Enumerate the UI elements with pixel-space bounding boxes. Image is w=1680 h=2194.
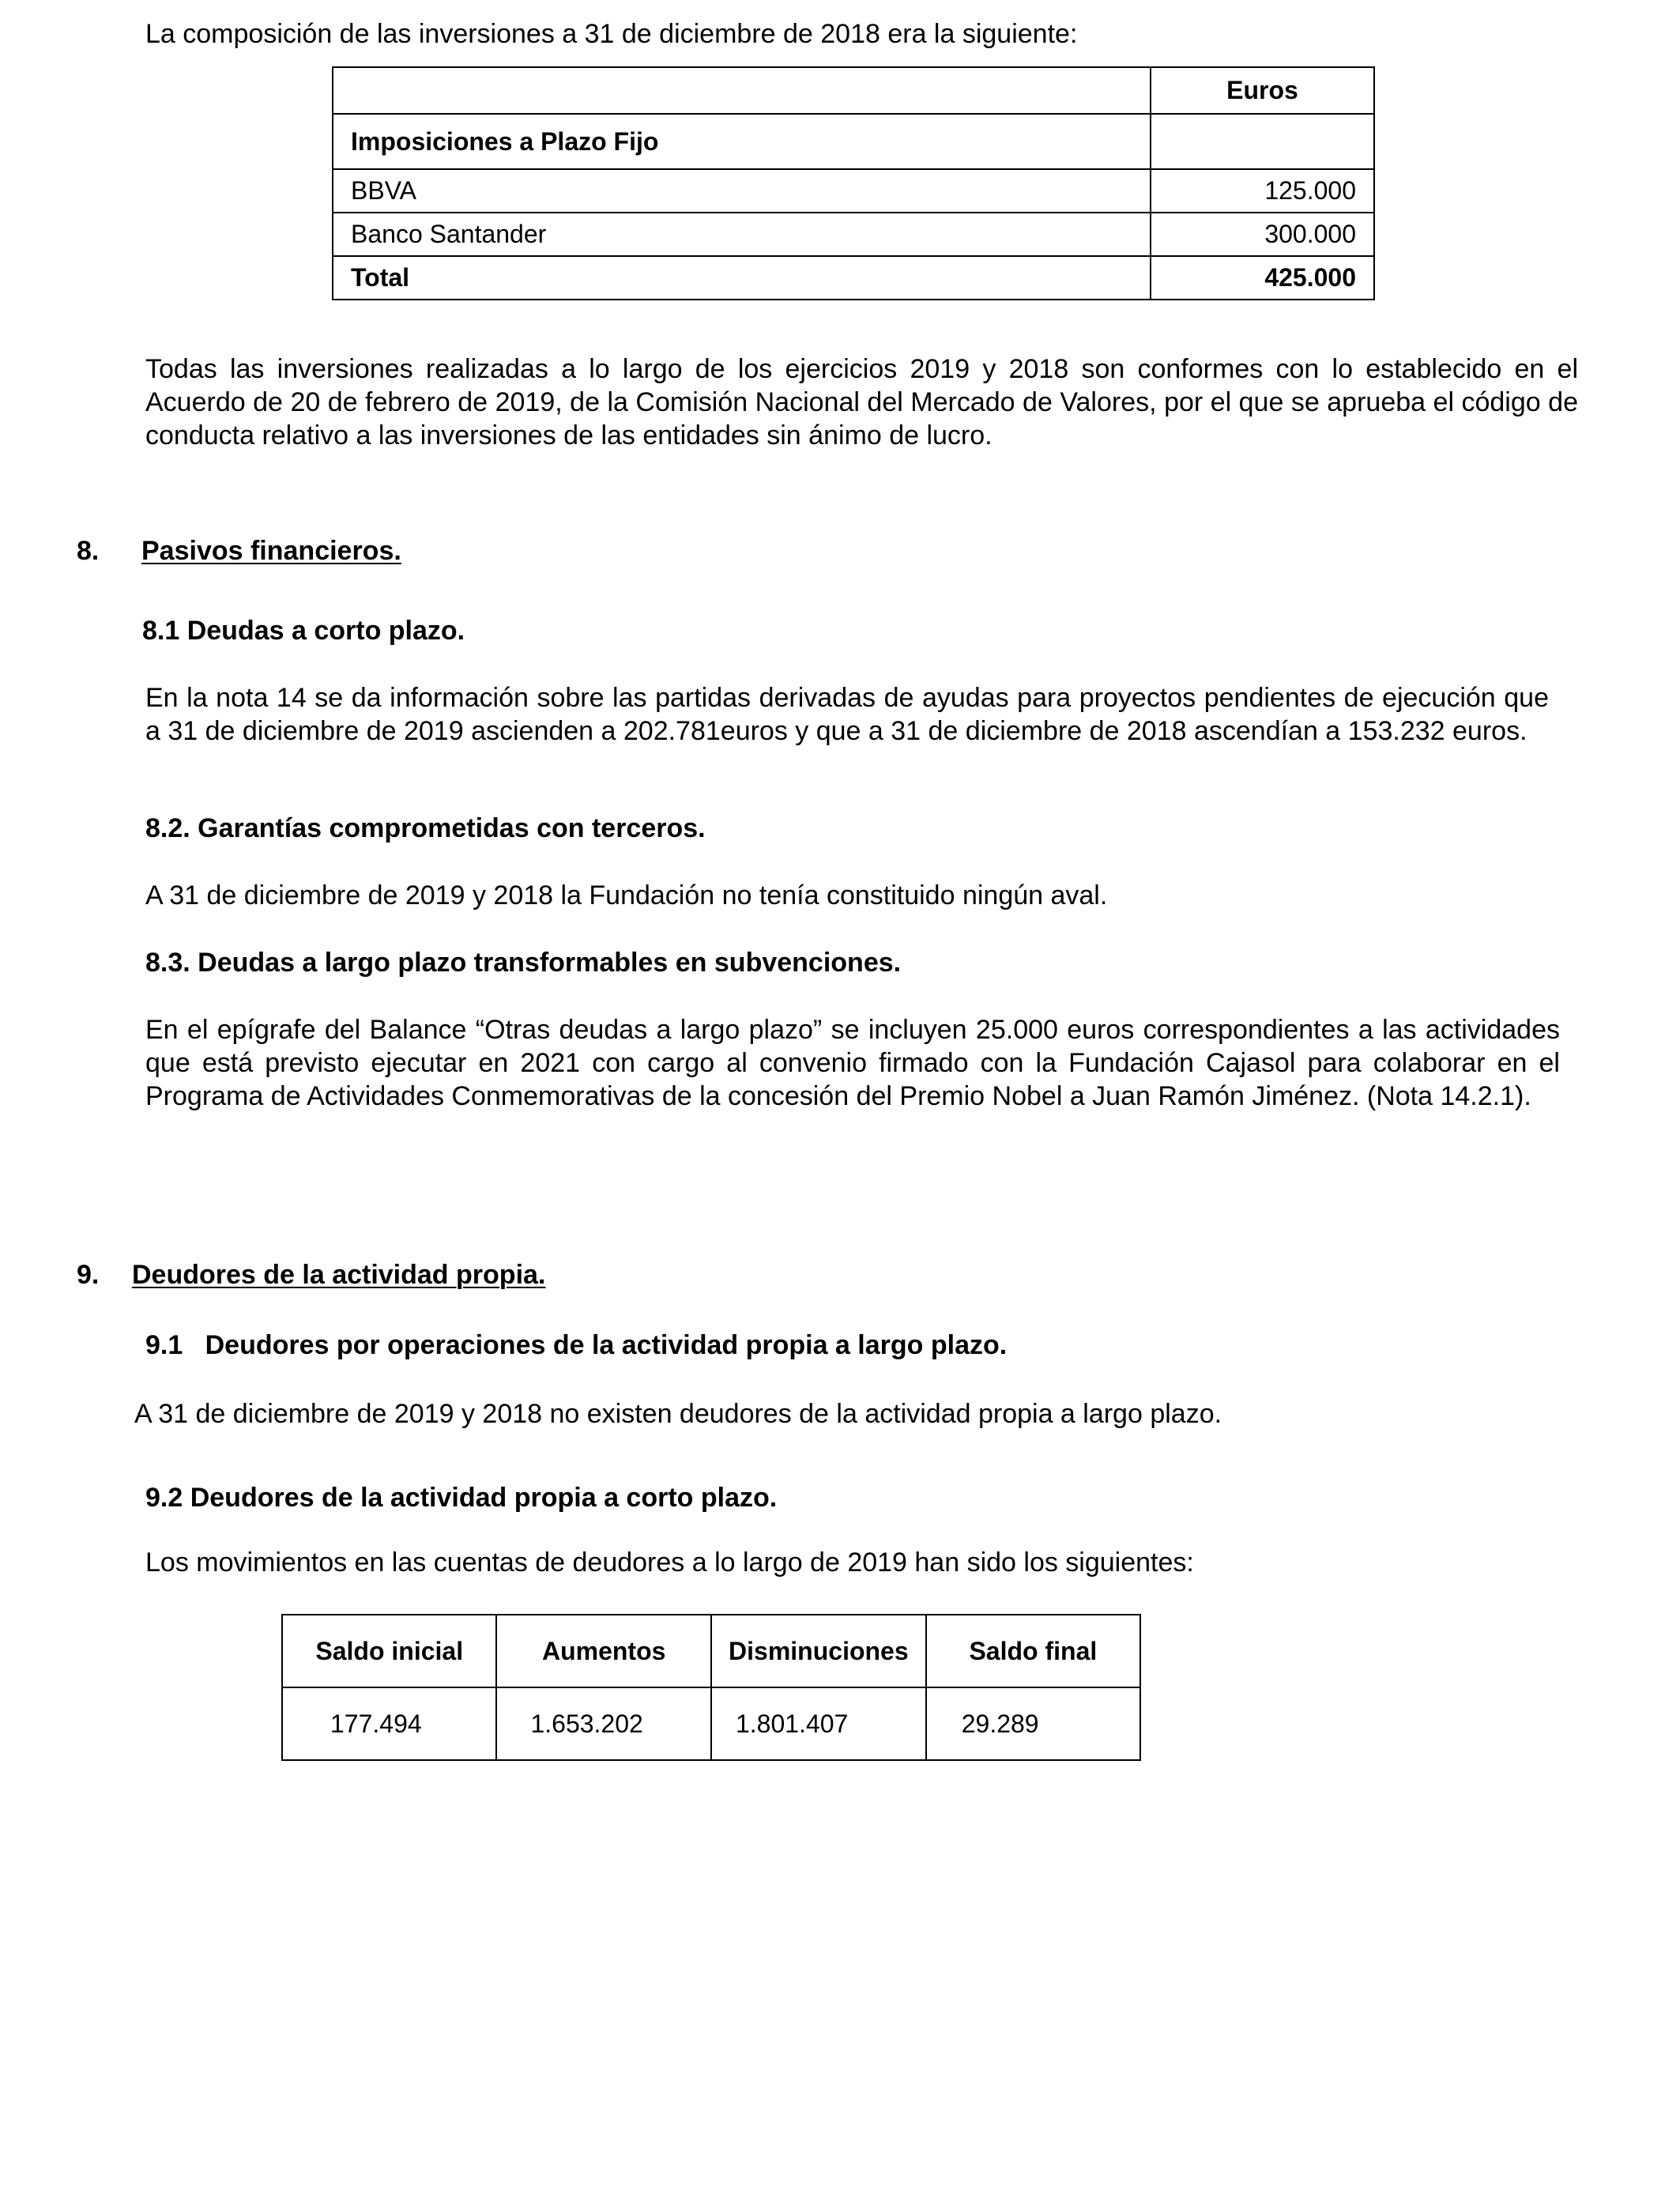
section-label: Imposiciones a Plazo Fijo [333, 114, 1151, 169]
total-amount: 425.000 [1151, 256, 1374, 300]
subsection-8-2-title: 8.2. Garantías comprometidas con terceros. [145, 813, 706, 843]
table-total-row [333, 256, 1374, 300]
investments-table [332, 66, 1375, 300]
subsection-8-3-title: 8.3. Deudas a largo plazo transformables en subvenciones. [145, 948, 902, 978]
column-header: Saldo inicial [282, 1615, 496, 1687]
table-row [333, 114, 1374, 169]
bank-name: Banco Santander [333, 213, 1151, 256]
table-cell: 29.289 [926, 1687, 1140, 1760]
subsection-9-1-text: A 31 de diciembre de 2019 y 2018 no existen deudores de la actividad propia a largo plazo. [134, 1399, 1222, 1429]
table-row [333, 213, 1374, 256]
subsection-9-2-title: 9.2 Deudores de la actividad propia a corto plazo. [145, 1483, 778, 1513]
section-number: 9. [77, 1260, 100, 1290]
subsection-9-1-title: 9.1 Deudores por operaciones de la actividad propia a largo plazo. [145, 1330, 1008, 1360]
column-header: Saldo final [926, 1615, 1140, 1687]
column-header: Aumentos [496, 1615, 711, 1687]
investments-paragraph: Todas las inversiones realizadas a lo largo de los ejercicios 2019 y 2018 son conformes con lo establecido en el Acuerdo de 20 de febrero de 2019, de la Comisión Nacional del Mercado de Valores, por el que se aprueba el código de conducta relativo a las inversiones de las entidades sin ánimo de lucro. [145, 354, 1578, 450]
subsection-8-1-title: 8.1 Deudas a corto plazo. [142, 616, 465, 646]
section-9-heading [77, 1258, 545, 1291]
subsection-8-3-text: En el epígrafe del Balance “Otras deudas a largo plazo” se incluyen 25.000 euros correspondientes a las actividades que está previsto ejecutar en 2021 con cargo al convenio firmado con la Fundación Cajasol para colaborar en el Programa de Actividades Conmemorativas de la concesión del Premio Nobel a Juan Ramón Jiménez. (Nota 14.2.1). [145, 1015, 1560, 1111]
table-cell: 1.801.407 [711, 1687, 926, 1760]
table-cell [1151, 114, 1374, 169]
table-row [282, 1687, 1140, 1760]
bank-amount: 300.000 [1151, 213, 1374, 256]
total-label: Total [333, 256, 1151, 300]
intro-text: La composición de las inversiones a 31 de diciembre de 2018 era la siguiente: [145, 19, 1078, 49]
table-cell: 177.494 [282, 1687, 496, 1760]
table-cell [333, 67, 1151, 114]
subsection-8-1-text: En la nota 14 se da información sobre las partidas derivadas de ayudas para proyectos pendientes de ejecución que a 31 de diciembre de 2019 ascienden a 202.781euros y que a 31 de diciembre de 2018 ascendían a 153.232 euros. [145, 683, 1549, 746]
column-header: Disminuciones [711, 1615, 926, 1687]
table-header-row [282, 1615, 1140, 1687]
bank-amount: 125.000 [1151, 169, 1374, 213]
table-row [333, 169, 1374, 213]
section-title: Deudores de la actividad propia. [132, 1260, 546, 1290]
currency-header: Euros [1151, 67, 1374, 114]
section-title: Pasivos financieros. [141, 536, 401, 566]
section-8-heading [77, 534, 401, 567]
debtors-table [281, 1614, 1141, 1761]
table-header-row [333, 67, 1374, 114]
table-cell: 1.653.202 [496, 1687, 711, 1760]
bank-name: BBVA [333, 169, 1151, 213]
subsection-9-2-text: Los movimientos en las cuentas de deudores a lo largo de 2019 han sido los siguientes: [145, 1547, 1194, 1578]
section-number: 8. [77, 536, 100, 566]
subsection-8-2-text: A 31 de diciembre de 2019 y 2018 la Fundación no tenía constituido ningún aval. [145, 880, 1108, 910]
